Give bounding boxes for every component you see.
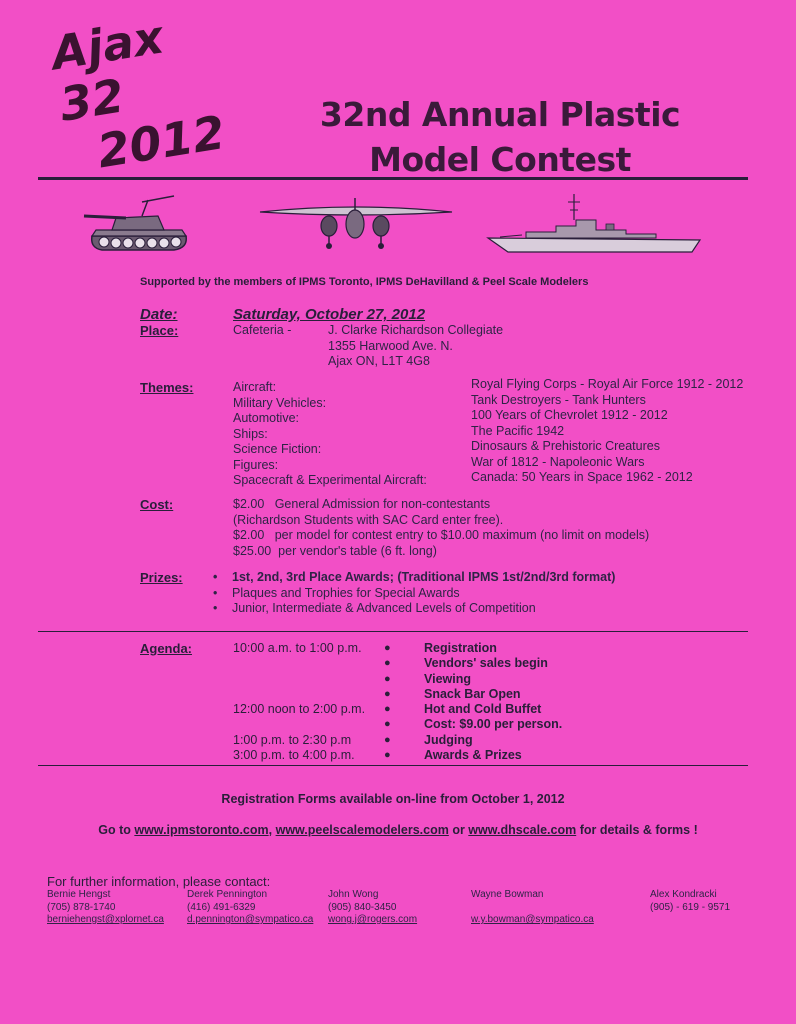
- agenda-item: Judging: [424, 732, 473, 747]
- warship-icon: [486, 190, 704, 258]
- contact-phone: (416) 491-6329: [187, 901, 256, 913]
- cost-line: $2.00 per model for contest entry to $10.00 maximum (no limit on models): [233, 528, 650, 542]
- website-links: [0, 823, 796, 837]
- agenda-label: Agenda:: [140, 641, 192, 656]
- contact-card: [471, 889, 594, 927]
- contact-card: [187, 889, 313, 927]
- agenda-item: Hot and Cold Buffet: [424, 702, 542, 717]
- airplane-icon: [258, 196, 454, 250]
- contact-name: Wayne Bowman: [471, 889, 544, 900]
- cost-line: $25.00 per vendor's table (6 ft. long): [233, 543, 437, 558]
- theme-name: Dinosaurs & Prehistoric Creatures: [471, 439, 660, 453]
- theme-category: Science Fiction:: [233, 442, 322, 456]
- theme-name: War of 1812 - Napoleonic Wars: [471, 454, 645, 469]
- registration-notice: Registration Forms available on-line from October 1, 2012: [221, 792, 565, 806]
- cost-line: (Richardson Students with SAC Card enter free).: [233, 512, 504, 527]
- logo-line2: 2012: [93, 105, 229, 179]
- agenda-bullets: ● ● ● ● ● ● ● ●: [384, 642, 391, 762]
- divider-top: [38, 177, 748, 180]
- venue-city: Ajax ON, L1T 4G8: [328, 354, 430, 368]
- contact-email[interactable]: berniehengst@xplornet.ca: [47, 914, 164, 925]
- agenda-time: 1:00 p.m. to 2:30 p.m: [233, 733, 352, 747]
- contact-email[interactable]: wong.j@rogers.com: [328, 914, 418, 925]
- contact-heading: For further information, please contact:: [47, 874, 271, 889]
- venue-type: Cafeteria -: [233, 323, 292, 337]
- event-date: Saturday, October 27, 2012: [233, 306, 426, 323]
- goto-sep: or: [452, 823, 465, 837]
- theme-category: Ships:: [233, 426, 268, 441]
- theme-category: Automotive:: [233, 411, 300, 425]
- contact-name: Bernie Hengst: [47, 889, 111, 900]
- list-item: • 1st, 2nd, 3rd Place Awards; (Traditional IPMS 1st/2nd/3rd format): [207, 570, 615, 586]
- contact-card: [650, 889, 730, 914]
- agenda-item: Awards & Prizes: [424, 748, 522, 763]
- title-line1: 32nd Annual Plastic: [319, 95, 681, 134]
- contact-name: Derek Pennington: [187, 889, 268, 900]
- theme-category: Figures:: [233, 457, 279, 472]
- contact-phone: (905) 840-3450: [328, 901, 397, 913]
- contact-phone: [471, 902, 594, 915]
- theme-category: Aircraft:: [233, 380, 277, 394]
- theme-name: 100 Years of Chevrolet 1912 - 2012: [471, 408, 668, 422]
- contact-email[interactable]: d.pennington@sympatico.ca: [187, 914, 314, 925]
- agenda-time: 12:00 noon to 2:00 p.m.: [233, 702, 366, 716]
- cost-label: Cost:: [140, 497, 174, 512]
- contact-phone: (705) 878-1740: [47, 901, 116, 913]
- contact-card: [328, 889, 417, 927]
- prizes-list: [207, 570, 615, 617]
- agenda-item: Cost: $9.00 per person.: [424, 717, 563, 732]
- theme-name: The Pacific 1942: [471, 423, 565, 438]
- venue-address: [328, 323, 503, 370]
- agenda-item: Snack Bar Open: [424, 686, 521, 701]
- list-item: • Plaques and Trophies for Special Awards: [207, 586, 615, 602]
- theme-category: Spacecraft & Experimental Aircraft:: [233, 473, 427, 487]
- place-label: Place:: [140, 323, 179, 338]
- link-peelscalemodelers[interactable]: www.peelscalemodelers.com: [275, 823, 449, 837]
- event-logo: [47, 0, 258, 179]
- prizes-label: Prizes:: [140, 570, 183, 585]
- link-ipmstoronto[interactable]: www.ipmstoronto.com: [134, 823, 269, 837]
- themes-label: Themes:: [140, 380, 194, 395]
- venue-name: J. Clarke Richardson Collegiate: [328, 323, 504, 337]
- theme-name: Tank Destroyers - Tank Hunters: [471, 392, 646, 407]
- date-label: Date:: [140, 306, 178, 323]
- agenda-items: [424, 641, 562, 763]
- theme-categories: [233, 380, 427, 489]
- divider-agenda-bottom: [38, 765, 748, 766]
- contact-name: John Wong: [328, 889, 379, 900]
- goto-suffix: for details & forms !: [579, 823, 698, 837]
- tank-icon: [82, 192, 194, 256]
- contact-card: [47, 889, 164, 927]
- agenda-item: Viewing: [424, 671, 472, 686]
- cost-lines: [233, 497, 649, 559]
- agenda-time: 10:00 a.m. to 1:00 p.m.: [233, 641, 362, 655]
- divider-agenda-top: [38, 631, 748, 632]
- supporters-text: Supported by the members of IPMS Toronto, IPMS DeHavilland & Peel Scale Modelers: [140, 276, 589, 288]
- list-item: • Junior, Intermediate & Advanced Levels of Competition: [207, 601, 615, 617]
- goto-sep: ,: [268, 823, 273, 837]
- logo-line1: Ajax 32: [47, 9, 168, 132]
- cost-line: $2.00 General Admission for non-contestants: [233, 497, 491, 511]
- agenda-item: Registration: [424, 641, 497, 655]
- goto-prefix: Go to: [98, 823, 131, 837]
- title-line2: Model Contest: [369, 140, 631, 179]
- contact-name: Alex Kondracki: [650, 889, 717, 900]
- link-dhscale[interactable]: www.dhscale.com: [468, 823, 577, 837]
- theme-category: Military Vehicles:: [233, 395, 327, 410]
- page-title: [300, 92, 700, 182]
- agenda-item: Vendors' sales begin: [424, 656, 548, 671]
- venue-street: 1355 Harwood Ave. N.: [328, 338, 453, 353]
- theme-name: Royal Flying Corps - Royal Air Force 1912 - 2012: [471, 377, 744, 391]
- theme-name: Canada: 50 Years in Space 1962 - 2012: [471, 470, 693, 484]
- contact-email[interactable]: w.y.bowman@sympatico.ca: [471, 914, 594, 925]
- contact-phone: (905) - 619 - 9571: [650, 901, 731, 913]
- agenda-time: 3:00 p.m. to 4:00 p.m.: [233, 748, 355, 762]
- theme-names: [471, 377, 743, 486]
